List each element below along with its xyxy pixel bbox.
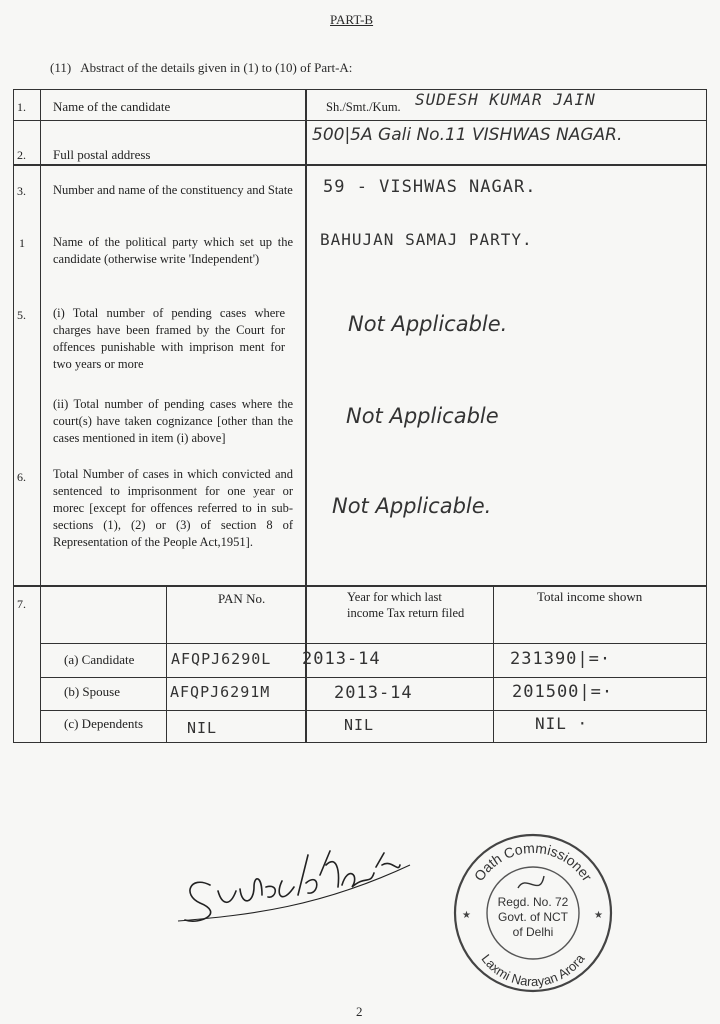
constituency: 59 - VISHWAS NAGAR.	[323, 177, 537, 197]
stamp-top-text: Oath Commissioner	[470, 839, 596, 884]
stamp-line-3: of Delhi	[512, 925, 554, 939]
field-label: Total Number of cases in which convicted and sentenced to imprisonment for one year or morec [except for offences referred to in sub-sections (1), (2) or (3) of section 8 of Representation of the People Act,1951].	[53, 467, 293, 549]
svg-text:Laxmi Narayan Arora	[479, 951, 588, 989]
field-label: Number and name of the constituency and State	[53, 183, 293, 197]
name-prefix: Sh./Smt./Kum.	[326, 100, 401, 114]
field-label: Full postal address	[53, 147, 151, 162]
year-dependents: NIL	[344, 716, 375, 734]
pending-cases-framed: Not Applicable.	[348, 312, 508, 336]
stamp-bottom-text: Laxmi Narayan Arora	[478, 951, 588, 990]
row-number: 6.	[17, 470, 26, 484]
field-label: (i) Total number of pending cases where charges have been framed by the Court for offences punishable with imprison ment for two years or more	[53, 306, 285, 371]
row-divider	[40, 643, 707, 644]
convicted-cases: Not Applicable.	[332, 494, 492, 518]
column-header-pan: PAN No.	[218, 591, 266, 606]
star-icon: ★	[462, 910, 471, 921]
stamp-line-2: Govt. of NCT	[497, 910, 569, 924]
postal-address: 500|5A Gali No.11 VISHWAS NAGAR.	[312, 125, 623, 145]
pan-candidate: AFQPJ6290L	[171, 650, 272, 668]
income-spouse: 201500|=·	[512, 682, 614, 702]
field-label: Name of the candidate	[53, 99, 171, 114]
row-divider	[13, 120, 707, 121]
svg-text:Oath Commissioner	[471, 840, 596, 884]
pan-spouse: AFQPJ6291M	[170, 683, 271, 701]
stamp-line-1: Regd. No. 72	[497, 895, 569, 909]
col-divider-label	[305, 89, 307, 743]
entry-label-candidate: (a) Candidate	[64, 652, 135, 667]
col-divider-income	[493, 585, 494, 743]
entry-label-dependents: (c) Dependents	[64, 716, 144, 731]
abstract-heading: (11) Abstract of the details given in (1) to (10) of Part-A:	[50, 60, 353, 75]
income-candidate: 231390|=·	[510, 649, 612, 669]
col-divider-pan	[166, 585, 167, 743]
page-number: 2	[356, 1004, 363, 1019]
candidate-name: SUDESH KUMAR JAIN	[415, 90, 596, 109]
candidate-signature	[170, 825, 430, 935]
pan-dependents: NIL	[187, 719, 218, 737]
part-heading: PART-B	[330, 12, 374, 27]
row-number: 3.	[17, 184, 26, 198]
column-header-income: Total income shown	[537, 589, 643, 604]
pending-cases-cognizance: Not Applicable	[346, 404, 499, 428]
year-candidate: 2013-14	[302, 649, 381, 669]
oath-commissioner-stamp	[448, 828, 618, 998]
row-divider	[40, 677, 707, 678]
row-number: 7.	[17, 597, 26, 611]
star-icon: ★	[594, 910, 603, 921]
row-divider	[13, 585, 707, 587]
year-spouse: 2013-14	[334, 683, 413, 703]
row-number: 2.	[17, 148, 26, 162]
field-label: (ii) Total number of pending cases where the court(s) have taken cognizance [other than the cases mentioned in item (i) above]	[53, 397, 293, 445]
row-number: 5.	[17, 308, 26, 322]
col-divider-number	[40, 89, 41, 743]
row-number: 1	[19, 236, 25, 250]
row-number: 1.	[17, 100, 26, 114]
row-divider	[13, 164, 707, 166]
stamp-initials	[518, 876, 544, 888]
column-header-year: Year for which last income Tax return filed	[347, 590, 465, 620]
field-label: Name of the political party which set up the candidate (otherwise write 'Independent')	[53, 235, 293, 266]
row-divider	[40, 710, 707, 711]
entry-label-spouse: (b) Spouse	[64, 684, 120, 699]
political-party: BAHUJAN SAMAJ PARTY.	[320, 230, 533, 249]
income-dependents: NIL ·	[535, 714, 589, 733]
